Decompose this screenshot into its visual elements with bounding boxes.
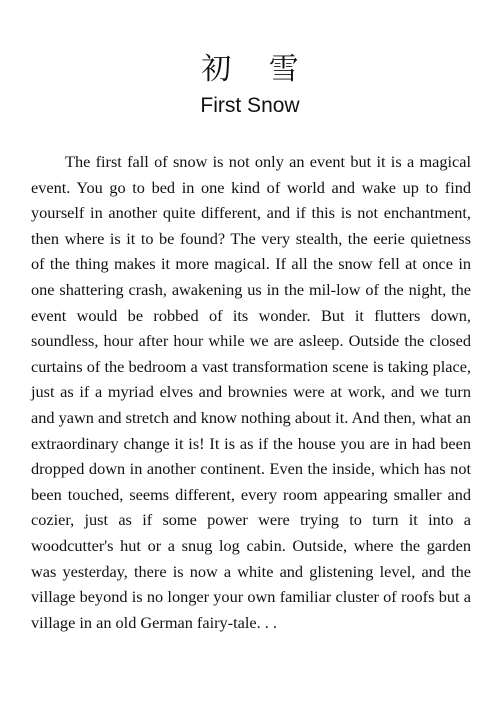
english-title: First Snow: [200, 94, 300, 117]
body-paragraph: The first fall of snow is not only an event but it is a magical event. You go to bed in one kind of world and wake up to find yourself in another quite different, and if this is not enchantment, then where is it to be found? The very stealth, the eerie quietness of the thing makes it more magical. If all the snow fell at once in one shattering crash, awakening us in the mil-low of the night, the event would be robbed of its wonder. But it flutters down, soundless, hour after hour while we are asleep. Outside the closed curtains of the bedroom a vast transformation scene is taking place, just as if a myriad elves and brownies were at work, and we turn and yawn and stretch and know nothing about it. And then, what an extraordinary change it is! It is as if the house you are in had been dropped down in another continent. Even the inside, which has not been touched, seems different, every room appearing smaller and cozier, just as if some power were trying to turn it into a woodcutter's hut or a snug log cabin. Outside, where the garden was yesterday, there is now a white and glistening level, and the village beyond is no longer your own familiar cluster of roofs but a village in an old German fairy-tale. . .: [31, 152, 471, 632]
chinese-title: 初 雪: [201, 52, 313, 87]
